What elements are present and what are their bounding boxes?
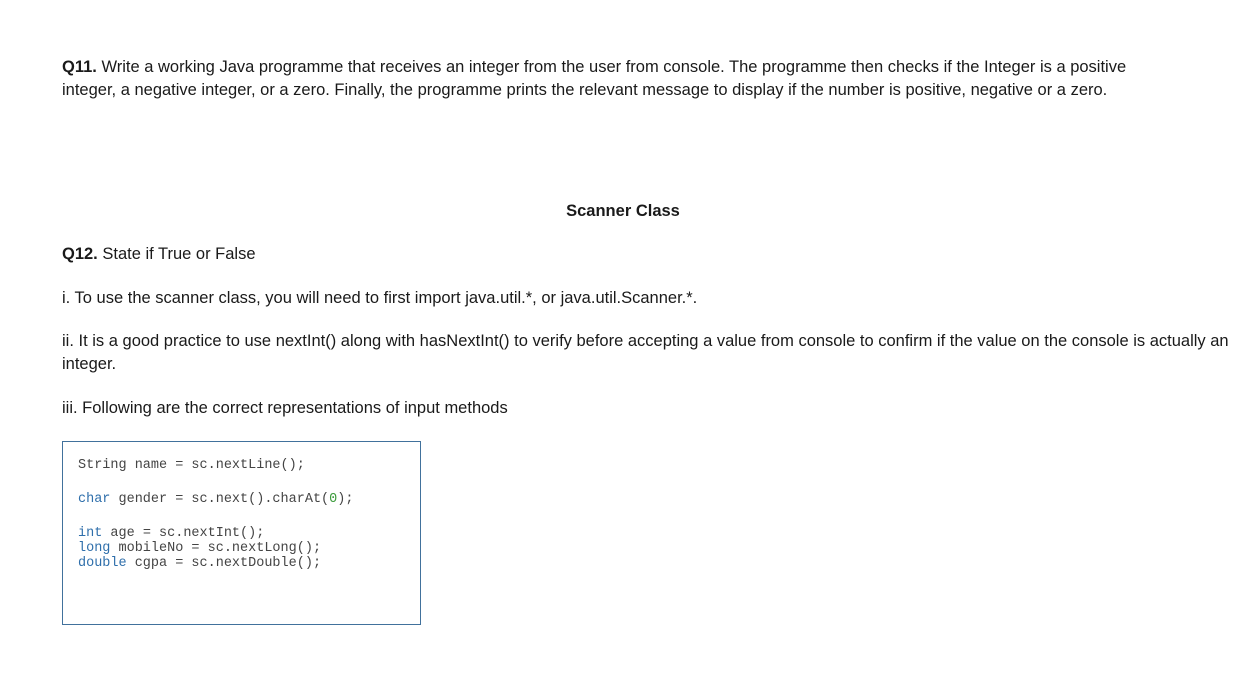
code-keyword-long: long [78,541,111,556]
code-keyword-int: int [78,526,103,541]
code-text: age = sc.nextInt(); [102,526,265,541]
question-12-item-ii: ii. It is a good practice to use nextInt() along with hasNextInt() to verify before accepting a value from console to confirm if the value on the console is actually an integer. [62,332,1229,373]
code-text: mobileNo = sc.nextLong(); [110,541,322,556]
question-12-item-iii: iii. Following are the correct representations of input methods [62,399,508,417]
code-text: gender = sc.next().charAt( [110,492,330,507]
code-number-literal: 0 [329,492,338,507]
code-snippet-box [62,441,421,625]
code-text: cgpa = sc.nextDouble(); [126,556,322,571]
code-line-long-mobileno [78,541,321,556]
question-11-text: Write a working Java programme that receives an integer from the user from console. The programme then checks if the Integer is a positive integer, a negative integer, or a zero. Finally, the programme prints the relevant message to display if the number is positive, negative or a zero. [62,58,1127,99]
question-12-label: Q12. [62,245,98,263]
question-12-item-i: i. To use the scanner class, you will need to first import java.util.*, or java.util.Scanner.*. [62,289,698,307]
code-line-string-name: String name = sc.nextLine(); [78,458,305,473]
question-11 [62,56,1182,102]
question-11-label: Q11. [62,58,97,76]
code-keyword-char: char [78,492,111,507]
code-line-double-cgpa [78,556,321,571]
question-12 [62,243,256,266]
code-text: ); [337,492,354,507]
section-title: Scanner Class [566,202,680,220]
code-line-char-gender [78,492,353,507]
question-12-text: State if True or False [97,245,256,263]
code-keyword-double: double [78,556,127,571]
code-line-int-age [78,526,264,541]
